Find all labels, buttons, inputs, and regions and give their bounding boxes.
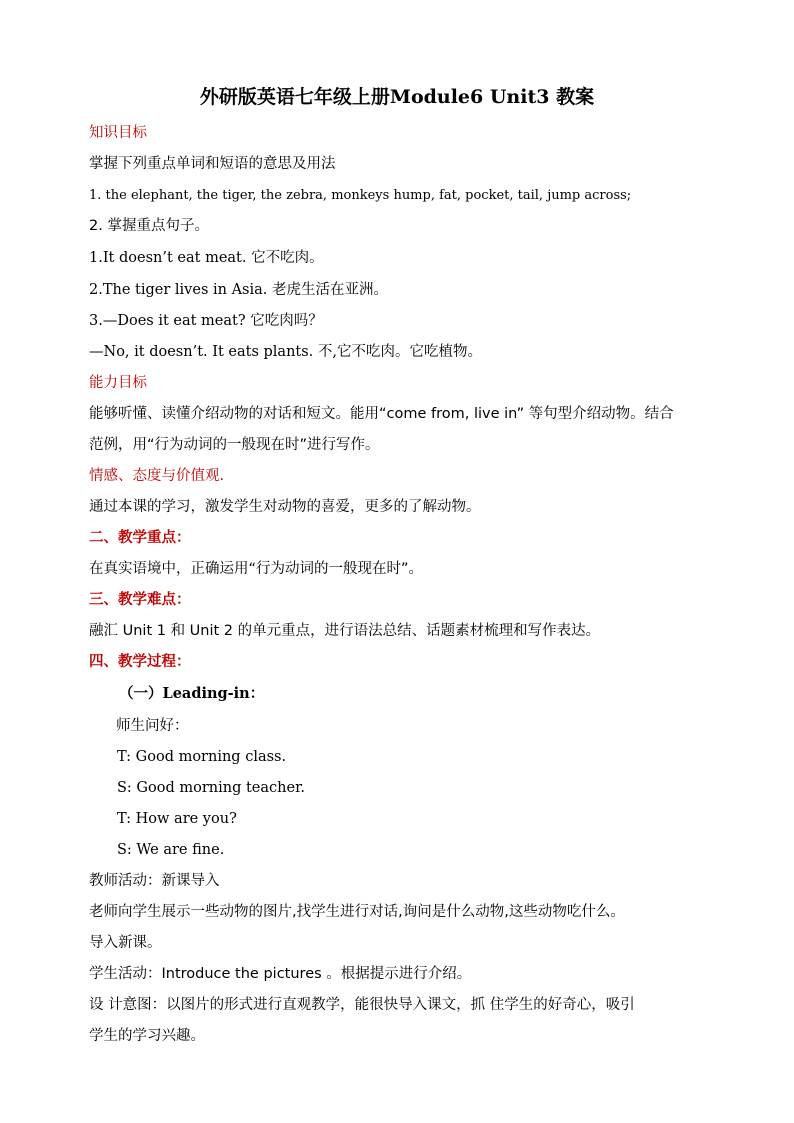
paragraph-line: 导入新课。: [89, 935, 162, 951]
heading-knowledge-goals: 知识目标: [89, 125, 147, 141]
paragraph-line: 通过本课的学习，激发学生对动物的喜爱，更多的了解动物。: [89, 499, 481, 515]
paragraph-line: 学生活动：Introduce the pictures 。根据提示进行介绍。: [89, 966, 472, 982]
sentence-line: 1.It doesn’t eat meat. 它不吃肉。: [89, 250, 324, 266]
paragraph-line: 师生问好：: [116, 718, 189, 734]
paragraph-line: 学生的学习兴趣。: [89, 1028, 205, 1044]
dialogue-line: S: Good morning teacher.: [117, 780, 306, 796]
document-title: 外研版英语七年级上册Module6 Unit3 教案: [199, 86, 595, 108]
paragraph-line: 老师向学生展示一些动物的图片,找学生进行对话,询问是什么动物,这些动物吃什么。: [89, 904, 625, 920]
paragraph-line: 掌握下列重点单词和短语的意思及用法: [89, 156, 336, 172]
heading-ability-goals: 能力目标: [89, 375, 147, 391]
sentence-line: 3.—Does it eat meat? 它吃肉吗？: [89, 313, 323, 329]
subheading-leading-in: （一）Leading-in：: [119, 685, 265, 702]
paragraph-line: 融汇 Unit 1 和 Unit 2 的单元重点，进行语法总结、话题素材梳理和写作表达。: [89, 623, 601, 639]
paragraph-line: 设 计意图：以图片的形式进行直观教学，能很快导入课文，抓 住学生的好奇心，吸引: [89, 997, 635, 1013]
heading-emotion-goals: 情感、态度与价值观.: [89, 468, 225, 484]
paragraph-line: 教师活动：新课导入: [89, 873, 220, 889]
sentence-line: 2.The tiger lives in Asia. 老虎生活在亚洲。: [89, 282, 388, 298]
paragraph-line: 能够听懂、读懂介绍动物的对话和短文。能用“come from, live in” 等句型介绍动物。结合: [89, 406, 674, 422]
vocab-list-line: 1. the elephant, the tiger, the zebra, monkeys hump, fat, pocket, tail, jump across;: [89, 188, 632, 203]
dialogue-line: T: How are you?: [117, 811, 237, 827]
paragraph-line: 范例，用“行为动词的一般现在时”进行写作。: [89, 437, 380, 453]
heading-teaching-process: 四、教学过程：: [89, 654, 191, 670]
dialogue-line: S: We are fine.: [117, 842, 225, 858]
dialogue-line: T: Good morning class.: [117, 749, 287, 765]
paragraph-line: 2. 掌握重点句子。: [89, 218, 209, 234]
paragraph-line: 在真实语境中，正确运用“行为动词的一般现在时”。: [89, 561, 424, 577]
heading-teaching-focus: 二、教学重点：: [89, 530, 191, 546]
heading-teaching-difficulty: 三、教学难点：: [89, 592, 191, 608]
sentence-line: —No, it doesn’t. It eats plants. 不,它不吃肉。它吃植物。: [89, 344, 482, 360]
